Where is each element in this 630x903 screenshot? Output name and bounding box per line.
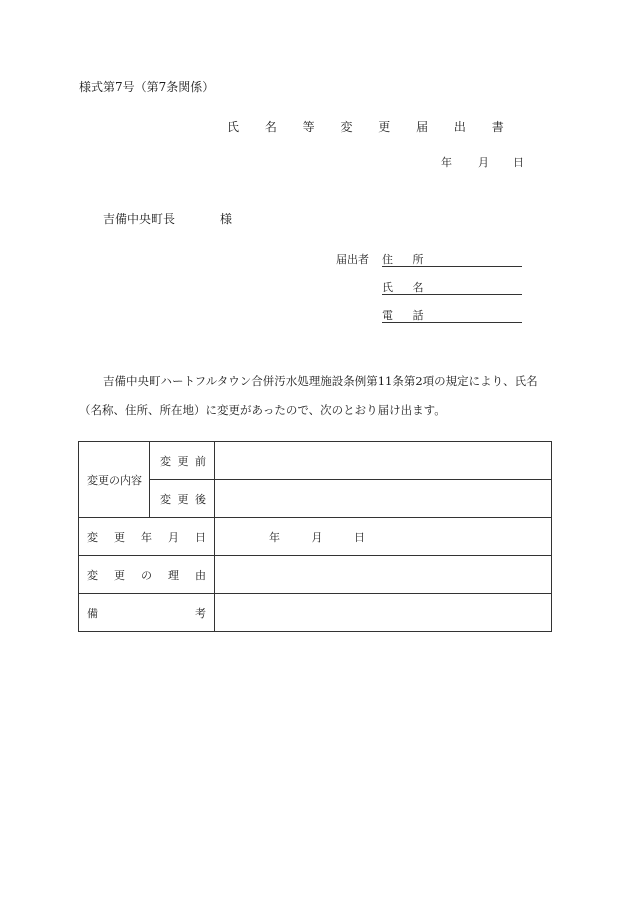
date-year-label: 年 xyxy=(441,156,452,169)
phone-line[interactable] xyxy=(382,322,522,323)
name-line[interactable] xyxy=(382,294,522,295)
body-text-line-1: 吉備中央町ハートフルタウン合併汚水処理施設条例第11条第2項の規定により、氏名 xyxy=(103,374,538,388)
form-number: 様式第7号（第7条関係） xyxy=(79,80,215,94)
body-text-line-2: （名称、住所、所在地）に変更があったので、次のとおり届け出ます。 xyxy=(79,403,446,417)
address-label: 住 所 xyxy=(382,253,432,266)
after-label: 変 更 後 xyxy=(150,480,215,518)
phone-label: 電 話 xyxy=(382,309,432,322)
addressee: 吉備中央町長 xyxy=(103,212,176,226)
change-table xyxy=(78,441,552,632)
change-date-year: 年 xyxy=(269,530,280,544)
name-label: 氏 名 xyxy=(382,281,432,294)
remarks-label: 備 考 xyxy=(79,594,215,632)
table-row xyxy=(79,518,552,556)
date-day-label: 日 xyxy=(513,156,524,169)
change-date-day: 日 xyxy=(354,530,365,544)
remarks-field[interactable] xyxy=(215,594,552,632)
change-date-field[interactable] xyxy=(215,518,552,556)
change-content-label: 変更の内容 xyxy=(79,442,150,518)
before-label: 変 更 前 xyxy=(150,442,215,480)
document-title: 氏 名 等 変 更 届 出 書 xyxy=(227,120,515,134)
after-value-field[interactable] xyxy=(215,480,552,518)
applicant-label: 届出者 xyxy=(336,253,369,266)
table-row xyxy=(79,556,552,594)
table-row xyxy=(79,594,552,632)
change-date-label: 変 更 年 月 日 xyxy=(79,518,215,556)
reason-label: 変 更 の 理 由 xyxy=(79,556,215,594)
reason-field[interactable] xyxy=(215,556,552,594)
address-line[interactable] xyxy=(382,266,522,267)
table-row xyxy=(79,480,552,518)
table-row xyxy=(79,442,552,480)
date-month-label: 月 xyxy=(478,156,489,169)
before-value-field[interactable] xyxy=(215,442,552,480)
change-date-month: 月 xyxy=(311,530,323,544)
honorific: 様 xyxy=(220,212,233,226)
